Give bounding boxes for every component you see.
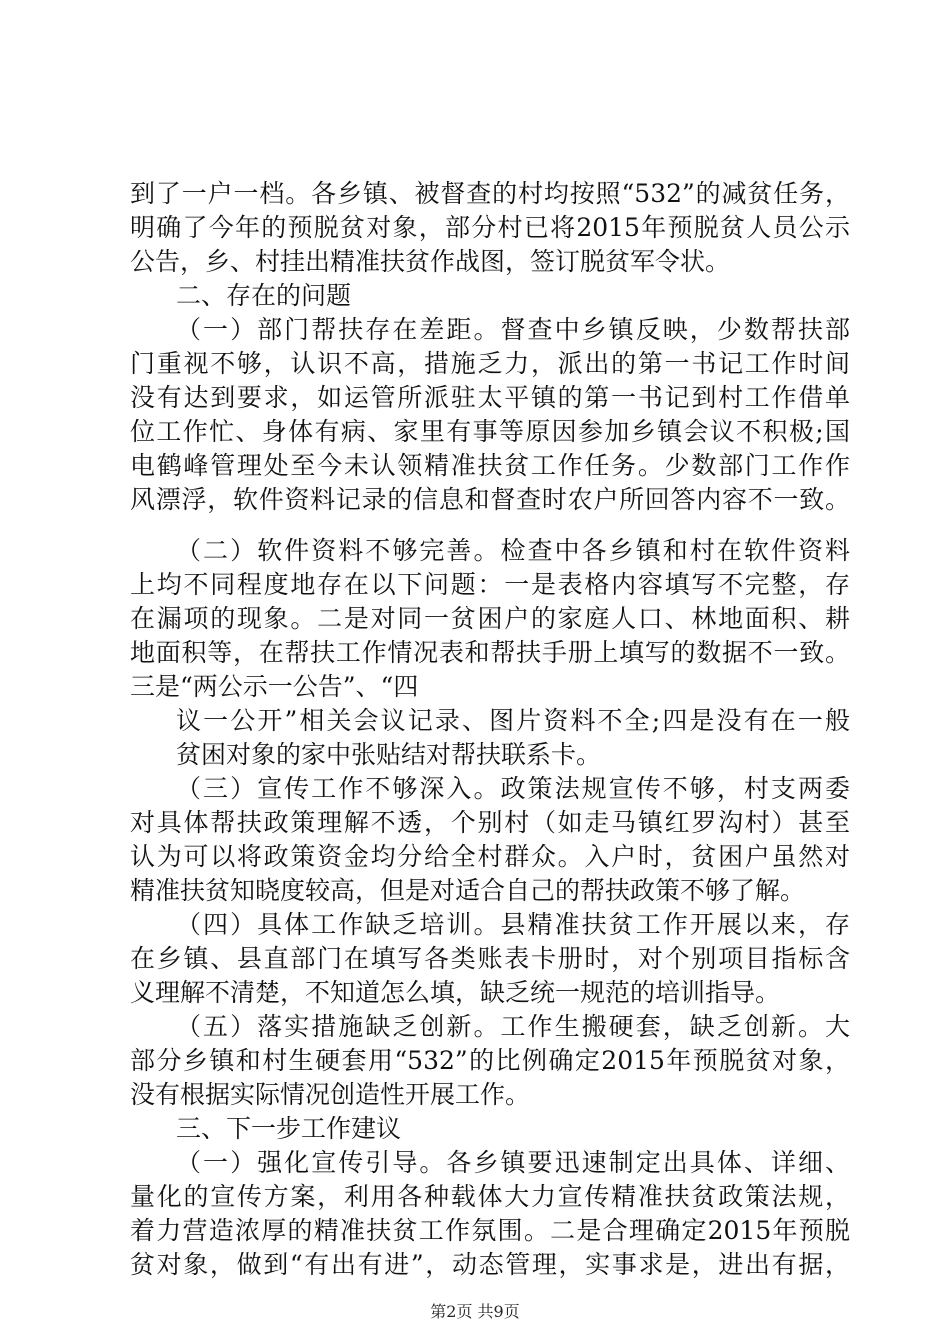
paragraph-line-16: 议一公开”相关会议记录、图片资料不全;四是没有在一般 <box>176 706 850 735</box>
paragraph-line-26: 部分乡镇和村生硬套用“532”的比例确定2015年预脱贫对象， <box>130 1046 850 1075</box>
paragraph-line-5: （一）部门帮扶存在差距。督查中乡镇反映，少数帮扶部 <box>176 315 850 344</box>
paragraph-line-14: 地面积等，在帮扶工作情况表和帮扶手册上填写的数据不一致。 <box>130 638 850 667</box>
paragraph-line-21: 精准扶贫知晓度较高，但是对适合自己的帮扶政策不够了解。 <box>130 876 806 905</box>
paragraph-line-9: 电鹤峰管理处至今未认领精准扶贫工作任务。少数部门工作作 <box>130 451 850 480</box>
paragraph-line-25: （五）落实措施缺乏创新。工作生搬硬套，缺乏创新。大 <box>176 1012 850 1041</box>
paragraph-line-8: 位工作忙、身体有病、家里有事等原因参加乡镇会议不积极;国 <box>130 417 850 446</box>
paragraph-line-13: 在漏项的现象。二是对同一贫困户的家庭人口、林地面积、耕 <box>130 604 850 633</box>
paragraph-line-1: 到了一户一档。各乡镇、被督查的村均按照“532”的减贫任务， <box>130 179 850 208</box>
paragraph-line-30: 量化的宣传方案，利用各种载体大力宣传精准扶贫政策法规， <box>130 1182 850 1211</box>
paragraph-line-11: （二）软件资料不够完善。检查中各乡镇和村在软件资料 <box>176 536 850 565</box>
paragraph-line-2: 明确了今年的预脱贫对象，部分村已将2015年预脱贫人员公示 <box>130 213 850 242</box>
paragraph-line-19: 对具体帮扶政策理解不透，个别村（如走马镇红罗沟村）甚至 <box>130 808 850 837</box>
paragraph-line-27: 没有根据实际情况创造性开展工作。 <box>130 1080 531 1109</box>
paragraph-line-3: 公告，乡、村挂出精准扶贫作战图，签订脱贫军令状。 <box>130 247 731 276</box>
paragraph-line-10: 风漂浮，软件资料记录的信息和督查时农户所回答内容不一致。 <box>130 485 850 514</box>
paragraph-line-7: 没有达到要求，如运管所派驻太平镇的第一书记到村工作借单 <box>130 383 850 412</box>
paragraph-line-18: （三）宣传工作不够深入。政策法规宣传不够，村支两委 <box>176 774 850 803</box>
paragraph-line-15: 三是“两公示一公告”、“四 <box>130 672 419 701</box>
section-heading-suggestions: 三、下一步工作建议 <box>176 1114 402 1143</box>
paragraph-line-31: 着力营造浓厚的精准扶贫工作氛围。二是合理确定2015年预脱 <box>130 1216 850 1245</box>
paragraph-line-17: 贫困对象的家中张贴结对帮扶联系卡。 <box>176 740 602 769</box>
paragraph-line-23: 在乡镇、县直部门在填写各类账表卡册时，对个别项目指标含 <box>130 944 850 973</box>
section-heading-problems: 二、存在的问题 <box>176 281 352 310</box>
page-footer: 第2页 共9页 <box>430 1302 520 1321</box>
paragraph-line-6: 门重视不够，认识不高，措施乏力，派出的第一书记工作时间 <box>130 349 850 378</box>
paragraph-line-24: 义理解不清楚，不知道怎么填，缺乏统一规范的培训指导。 <box>130 978 781 1007</box>
paragraph-line-12: 上均不同程度地存在以下问题：一是表格内容填写不完整，存 <box>130 570 850 599</box>
paragraph-line-22: （四）具体工作缺乏培训。县精准扶贫工作开展以来，存 <box>176 910 850 939</box>
paragraph-line-29: （一）强化宣传引导。各乡镇要迅速制定出具体、详细、 <box>176 1148 850 1177</box>
paragraph-line-20: 认为可以将政策资金均分给全村群众。入户时，贫困户虽然对 <box>130 842 850 871</box>
paragraph-line-32: 贫对象，做到“有出有进”，动态管理，实事求是，进出有据， <box>130 1250 850 1279</box>
